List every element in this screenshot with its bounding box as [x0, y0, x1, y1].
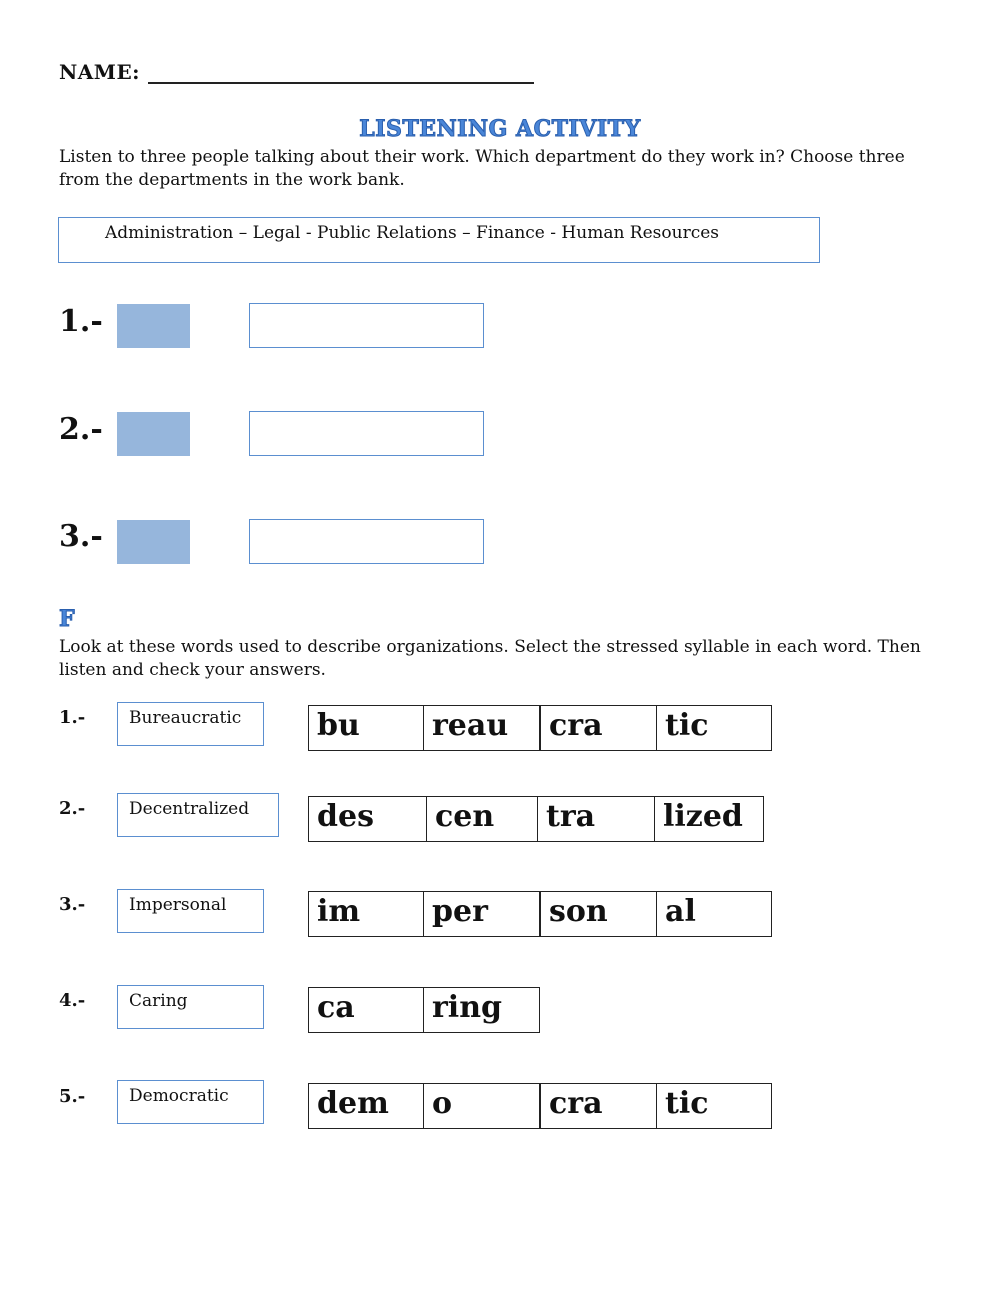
syllable-text-5-4: tic — [665, 1086, 709, 1121]
syllable-text-2-1: des — [317, 799, 374, 834]
word-label-box-5 — [117, 1080, 264, 1124]
syllable-cell-1-1[interactable] — [308, 705, 424, 751]
answer-input-2[interactable] — [249, 411, 484, 456]
audio-button-3[interactable] — [117, 520, 190, 564]
syllable-cell-5-3[interactable] — [540, 1083, 657, 1129]
syllable-text-2-3: tra — [546, 799, 596, 834]
audio-button-1[interactable] — [117, 304, 190, 348]
section2-instructions: Look at these words used to describe organizations. Select the stressed syllable in each word. Then listen and check your answers. — [59, 637, 921, 680]
syllable-cell-5-4[interactable] — [656, 1083, 772, 1129]
syllable-cell-1-2[interactable] — [423, 705, 540, 751]
section1-instructions: Listen to three people talking about their work. Which department do they work in? Choose three from the departments in the work bank. — [59, 147, 905, 190]
syllable-cell-3-1[interactable] — [308, 891, 424, 937]
name-line[interactable] — [148, 82, 534, 84]
answer-input-1[interactable] — [249, 303, 484, 348]
answer-input-3[interactable] — [249, 519, 484, 564]
syllable-text-3-4: al — [665, 894, 696, 929]
section-heading-f: F — [59, 606, 75, 632]
word-label-box-4 — [117, 985, 264, 1029]
syllable-cell-3-3[interactable] — [540, 891, 657, 937]
syllable-text-5-2: o — [432, 1086, 453, 1121]
word-item-number-2: 2.- — [59, 798, 86, 819]
listening-item-number-3: 3.- — [59, 519, 103, 554]
syllable-text-2-4: lized — [663, 799, 743, 834]
syllable-text-5-3: cra — [549, 1086, 603, 1121]
listening-item-number-1: 1.- — [59, 304, 103, 339]
syllable-cell-1-4[interactable] — [656, 705, 772, 751]
page-title: LISTENING ACTIVITY — [359, 116, 641, 142]
listening-item-number-2: 2.- — [59, 412, 103, 447]
word-bank-text: Administration – Legal - Public Relations – Finance - Human Resources — [105, 223, 720, 243]
syllable-cell-4-1[interactable] — [308, 987, 424, 1033]
word-label-box-1 — [117, 702, 264, 746]
syllable-cell-5-1[interactable] — [308, 1083, 424, 1129]
word-item-number-4: 4.- — [59, 990, 86, 1011]
syllable-text-1-1: bu — [317, 708, 360, 743]
syllable-cell-2-2[interactable] — [426, 796, 538, 842]
audio-button-2[interactable] — [117, 412, 190, 456]
name-label: NAME: — [59, 60, 141, 84]
syllable-text-1-3: cra — [549, 708, 603, 743]
syllable-text-3-3: son — [549, 894, 608, 929]
word-label-1: Bureaucratic — [129, 708, 242, 728]
syllable-text-3-1: im — [317, 894, 361, 929]
syllable-text-5-1: dem — [317, 1086, 389, 1121]
syllable-cell-2-4[interactable] — [654, 796, 764, 842]
syllable-cell-3-2[interactable] — [423, 891, 540, 937]
word-item-number-3: 3.- — [59, 894, 86, 915]
syllable-text-2-2: cen — [435, 799, 495, 834]
word-label-3: Impersonal — [129, 895, 227, 915]
word-item-number-5: 5.- — [59, 1086, 86, 1107]
word-label-4: Caring — [129, 991, 188, 1011]
syllable-cell-3-4[interactable] — [656, 891, 772, 937]
syllable-cell-2-3[interactable] — [537, 796, 655, 842]
word-label-2: Decentralized — [129, 799, 250, 819]
word-item-number-1: 1.- — [59, 707, 86, 728]
syllable-text-1-2: reau — [432, 708, 509, 743]
syllable-text-4-1: ca — [317, 990, 355, 1025]
word-label-5: Democratic — [129, 1086, 229, 1106]
syllable-text-3-2: per — [432, 894, 488, 929]
syllable-cell-5-2[interactable] — [423, 1083, 540, 1129]
syllable-cell-2-1[interactable] — [308, 796, 427, 842]
syllable-text-1-4: tic — [665, 708, 709, 743]
word-label-box-2 — [117, 793, 279, 837]
word-label-box-3 — [117, 889, 264, 933]
syllable-text-4-2: ring — [432, 990, 502, 1025]
syllable-cell-4-2[interactable] — [423, 987, 540, 1033]
syllable-cell-1-3[interactable] — [540, 705, 657, 751]
word-bank — [58, 217, 820, 263]
